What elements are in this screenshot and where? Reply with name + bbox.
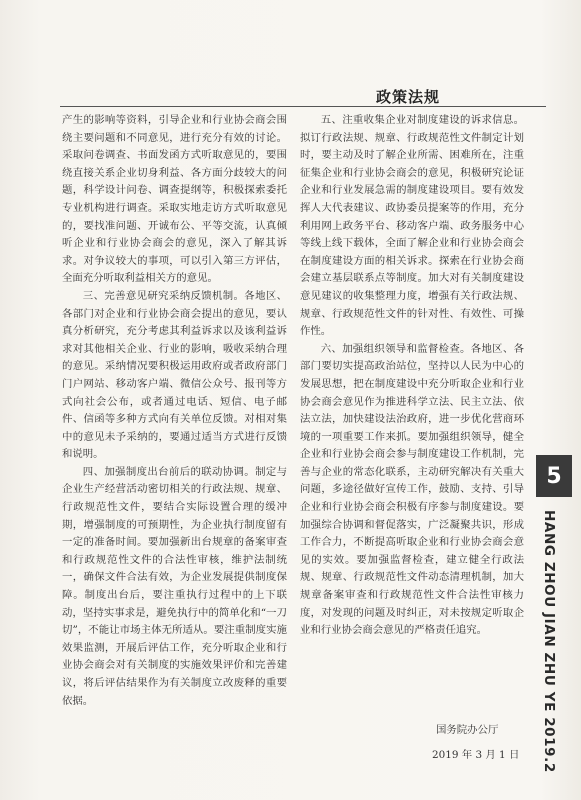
left-column bbox=[62, 112, 287, 710]
journal-issue-label: HANG ZHOU JIAN ZHU YE 2019.2 bbox=[541, 510, 557, 773]
section-title: 政策法规 bbox=[376, 88, 441, 106]
issuer-signature: 国务院办公厅 bbox=[436, 724, 499, 736]
header-divider bbox=[60, 106, 546, 107]
paragraph: 四、加强制度出台前后的联动协调。制定与企业生产经营活动密切相关的行政法规、规章、行政规范性文件，要结合实际设置合理的缓冲期，增强制度的可预期性，为企业执行制度留有一定的准备时间。要加强新出台规章的备案审查和行政规范性文件的合法性审核，维护法制统一，确保文件合法有效，为企业发展提供制度保障。制度出台后，要注重执行过程中的上下联动，坚持实事求是，避免执行中的简单化和“一刀切”，不能让市场主体无所适从。要注重制度实施效果监测，开展后评估工作，充分听取企业和行业协会商会对有关制度的实施效果评价和完善建议，将后评估结果作为有关制度立改废释的重要依据。 bbox=[62, 465, 287, 707]
page-number: 5 bbox=[546, 463, 562, 489]
right-column bbox=[300, 112, 524, 640]
page-number-tab bbox=[536, 455, 572, 497]
paragraph: 六、加强组织领导和监督检查。各地区、各部门要切实提高政治站位，坚持以人民为中心的发展思想，把在制度建设中充分听取企业和行业协会商会意见作为推进科学立法、民主立法、依法立法，加快建设法治政府，进一步优化营商环境的一项重要工作来抓。要加强组织领导，健全企业和行业协会商会参与制度建设工作机制，完善与企业的常态化联系，主动研究解决有关重大问题，多途径做好宣传工作，鼓励、支持、引导企业和行业协会商会积极有序参与制度建设。要加强综合协调和督促落实，广泛凝聚共识，形成工作合力，不断提高听取企业和行业协会商会意见的实效。要加强监督检查，建立健全行政法规、规章、行政规范性文件动态清理机制，加大规章备案审查和行政规范性文件合法性审核力度，对发现的问题及时纠正，对未按规定听取企业和行业协会商会意见的严格责任追究。 bbox=[300, 342, 524, 637]
paragraph: 产生的影响等资料，引导企业和行业协会商会围绕主要问题和不同意见，进行充分有效的讨论。采取问卷调查、书面发函方式听取意见的，要围绕直接关系企业切身利益、各方面分歧较大的问题，科学设计问卷、调查提纲等，积极探索委托专业机构进行调查。采取实地走访方式听取意见的，要找准问题、开诚布公、平等交流，认真倾听企业和行业协会商会的意见，深入了解其诉求。对争议较大的事项，可以引入第三方评估，全面充分听取利益相关方的意见。 bbox=[62, 114, 287, 285]
paragraph: 三、完善意见研究采纳反馈机制。各地区、各部门对企业和行业协会商会提出的意见，要认真分析研究，充分考虑其利益诉求以及该利益诉求对其他相关企业、行业的影响，吸收采纳合理的意见。采纳情况要积极运用政府或者政府部门门户网站、移动客户端、微信公众号、报刊等方式向社会公布，或者通过电话、短信、电子邮件、信函等多种方式向有关单位反馈。对相对集中的意见未予采纳的，要通过适当方式进行反馈和说明。 bbox=[62, 289, 287, 461]
paragraph: 五、注重收集企业对制度建设的诉求信息。拟订行政法规、规章、行政规范性文件制定计划时，要主动及时了解企业所需、困难所在，注重征集企业和行业协会商会的意见，积极研究论证企业和行业发展急需的制度建设项目。要有效发挥人大代表建议、政协委员提案等的作用，充分利用网上政务平台、移动客户端、政务服务中心等线上线下载体，全面了解企业和行业协会商会在制度建设方面的相关诉求。探索在行业协会商会建立基层联系点等制度。加大对有关制度建设意见建议的收集整理力度，增强有关行政法规、规章、行政规范性文件的针对性、有效性、可操作性。 bbox=[300, 114, 524, 338]
issue-date: 2019 年 3 月 1 日 bbox=[432, 749, 520, 761]
